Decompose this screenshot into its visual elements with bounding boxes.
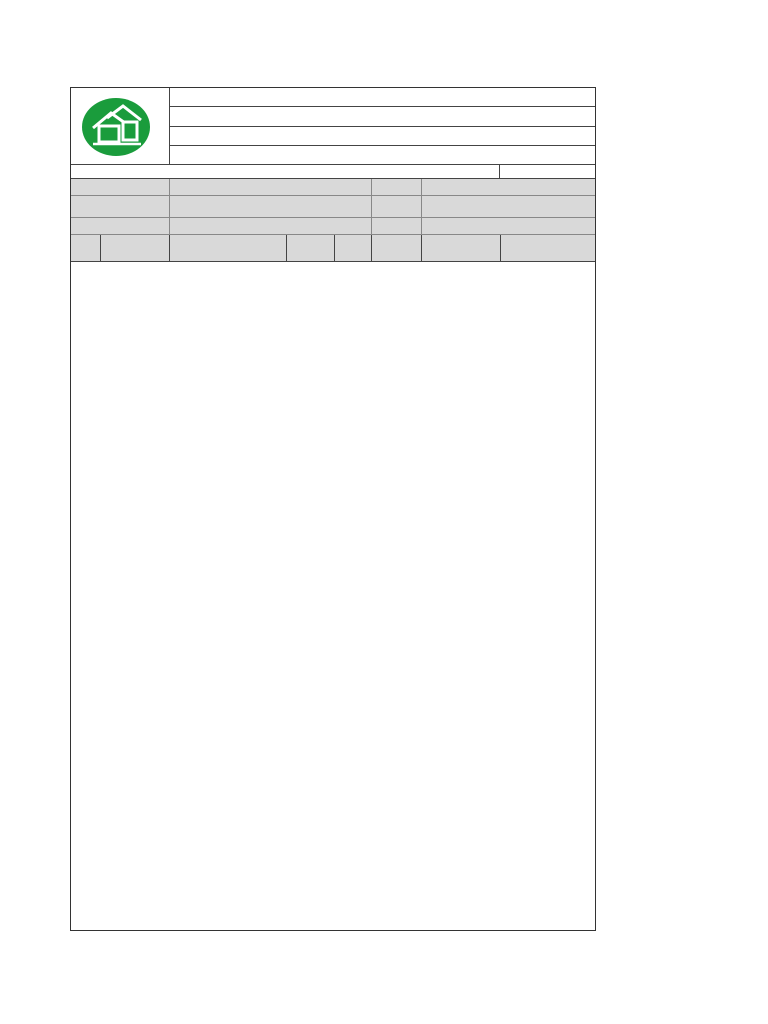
project-field — [71, 196, 170, 217]
header-art-no — [71, 235, 101, 261]
info-row-3 — [71, 218, 595, 235]
email-field — [170, 179, 372, 195]
header-price — [372, 235, 422, 261]
quotation-sheet — [70, 87, 596, 931]
house-logo-icon — [71, 88, 170, 165]
date-field — [372, 218, 422, 234]
header-items — [101, 235, 170, 261]
date-value — [422, 218, 595, 234]
header-amount — [422, 235, 501, 261]
live-load-field — [71, 218, 170, 234]
wind-load-field — [372, 196, 422, 217]
att-field — [71, 179, 170, 195]
phone-value — [422, 179, 595, 195]
hs-code-field — [170, 218, 372, 234]
company-address — [170, 107, 595, 127]
company-phone-web — [170, 146, 595, 165]
header-photo — [501, 235, 595, 261]
header-specification — [170, 235, 287, 261]
phone-field — [372, 179, 422, 195]
dimension-field — [170, 196, 372, 217]
company-contact — [170, 127, 595, 146]
header-qty — [287, 235, 335, 261]
wind-load-value — [422, 196, 595, 217]
header-unit — [335, 235, 372, 261]
quotation-number — [501, 165, 595, 178]
quotation-title — [71, 165, 500, 178]
company-logo — [71, 88, 170, 165]
info-row-2 — [71, 196, 595, 218]
info-row-1 — [71, 179, 595, 196]
company-name — [170, 88, 595, 107]
table-header-row — [71, 235, 595, 262]
quotation-row — [71, 165, 595, 179]
